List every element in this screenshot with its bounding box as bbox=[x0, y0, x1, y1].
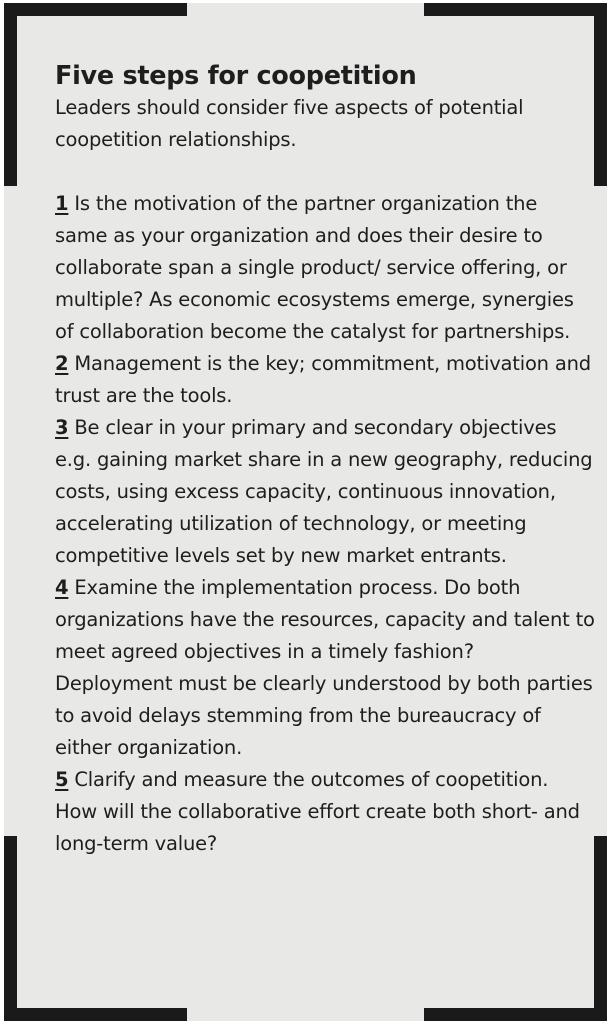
sidebar-content bbox=[55, 60, 595, 860]
step-text: Management is the key; commitment, motivation and trust are the tools. bbox=[55, 352, 591, 407]
step-number: 4 bbox=[55, 576, 69, 599]
step-text: Be clear in your primary and secondary objectives e.g. gaining market share in a new geography, reducing costs, using excess capacity, continuous innovation, accelerating utilization of technology, or meeting competitive levels set by new market entrants. bbox=[55, 416, 593, 567]
step-number: 2 bbox=[55, 352, 69, 375]
sidebar-title: Five steps for coopetition bbox=[55, 61, 417, 91]
step-text: Examine the implementation process. Do both organizations have the resources, capacity and talent to meet agreed objectives in a timely fashion? Deployment must be clearly understood by both parties to avoid delays stemming from the bureaucracy of either organization. bbox=[55, 576, 595, 759]
sidebar-intro: Leaders should consider five aspects of potential coopetition relationships. bbox=[55, 96, 524, 151]
step-item bbox=[55, 348, 595, 412]
step-item bbox=[55, 764, 595, 860]
step-number: 5 bbox=[55, 768, 69, 791]
frame-corner-bottom-left bbox=[4, 1008, 187, 1021]
frame-corner-top-left bbox=[4, 3, 187, 16]
step-item bbox=[55, 572, 595, 764]
step-item bbox=[55, 412, 595, 572]
step-item bbox=[55, 188, 595, 348]
step-number: 3 bbox=[55, 416, 69, 439]
frame-corner-bottom-right bbox=[594, 836, 607, 1021]
frame-corner-bottom-right bbox=[424, 1008, 607, 1021]
frame-corner-top-right bbox=[594, 3, 607, 186]
step-text: Clarify and measure the outcomes of coopetition. How will the collaborative effort create both short- and long-term value? bbox=[55, 768, 580, 855]
frame-corner-top-left bbox=[4, 3, 17, 186]
frame-corner-bottom-left bbox=[4, 836, 17, 1021]
frame-corner-top-right bbox=[424, 3, 607, 16]
step-text: Is the motivation of the partner organization the same as your organization and does their desire to collaborate span a single product/ service offering, or multiple? As economic ecosystems emerge, synergies of collaboration become the catalyst for partnerships. bbox=[55, 192, 574, 343]
step-number: 1 bbox=[55, 192, 69, 215]
